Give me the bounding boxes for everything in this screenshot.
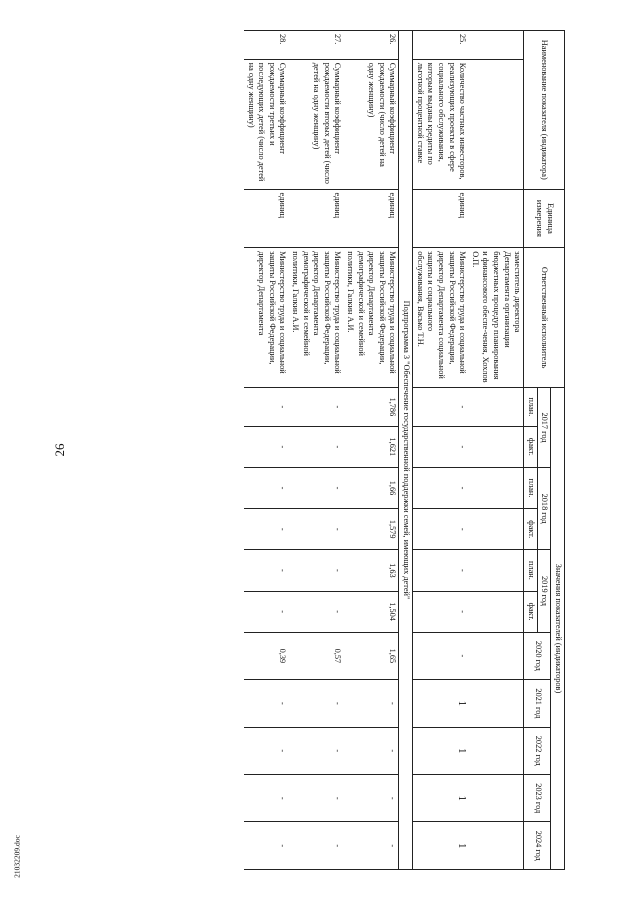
value-2022: - bbox=[343, 727, 399, 774]
header-2021: 2021 год bbox=[524, 680, 551, 727]
row-number: 27. bbox=[288, 31, 343, 60]
value-2017-plan: 1,786 bbox=[343, 388, 399, 427]
value-2018-fact: - bbox=[244, 509, 288, 550]
header-2019: 2019 год bbox=[537, 550, 551, 632]
value-2018-plan: - bbox=[288, 467, 343, 508]
value-2018-plan: - bbox=[413, 467, 469, 508]
value-2018-fact: - bbox=[413, 509, 469, 550]
row-name: Суммарный коэффициент рождаемости вторых детей (число детей на одну женщину) bbox=[288, 59, 343, 189]
header-fact-2017: факт. bbox=[524, 426, 538, 467]
value-2021: - bbox=[343, 680, 399, 727]
value-2019-plan: 1,63 bbox=[343, 550, 399, 591]
header-name: Наименование показателя (индикатора) bbox=[524, 31, 565, 190]
value-2019-fact: - bbox=[413, 591, 469, 632]
value-2017-fact: 1,621 bbox=[343, 426, 399, 467]
header-2020: 2020 год bbox=[524, 632, 551, 679]
row-unit: единиц bbox=[288, 189, 343, 248]
value-2018-plan: 1,66 bbox=[343, 467, 399, 508]
header-plan-2017: план. bbox=[524, 388, 538, 427]
value-2017-fact: - bbox=[244, 426, 288, 467]
row-responsible: Министерство труда и социальной защиты Российской Федерации, директор Департамента демографической и семейной политики, Галкин А.И. bbox=[288, 248, 343, 388]
value-2022: - bbox=[288, 727, 343, 774]
value-2023: - bbox=[288, 775, 343, 822]
value-2019-plan: - bbox=[413, 550, 469, 591]
value-2021: 1 bbox=[413, 680, 469, 727]
value-2017-plan: - bbox=[244, 388, 288, 427]
header-2024: 2024 год bbox=[524, 822, 551, 870]
value-2018-plan: - bbox=[244, 467, 288, 508]
value-2017-fact: - bbox=[288, 426, 343, 467]
row-responsible: Министерство труда и социальной защиты Российской Федерации, директор Департамента социальной защиты и социального обслуживания, Васько Т.Н. bbox=[413, 248, 469, 388]
value-2022: - bbox=[244, 727, 288, 774]
value-2021: - bbox=[288, 680, 343, 727]
value-2023: - bbox=[343, 775, 399, 822]
header-2022: 2022 год bbox=[524, 727, 551, 774]
value-2019-plan: - bbox=[244, 550, 288, 591]
page-number: 26 bbox=[52, 443, 67, 457]
header-plan-2019: план. bbox=[524, 550, 538, 591]
header-values: Значения показателей (индикаторов) bbox=[551, 388, 565, 870]
value-2020: 0,39 bbox=[244, 632, 288, 679]
row-responsible: Министерство труда и социальной защиты Российской Федерации, директор Департамента bbox=[244, 248, 288, 388]
value-2021: - bbox=[244, 680, 288, 727]
value-2019-fact: - bbox=[288, 591, 343, 632]
table-row-continuation bbox=[468, 31, 524, 870]
header-2018: 2018 год bbox=[537, 467, 551, 549]
subprogram-row bbox=[399, 31, 413, 870]
value-2018-fact: - bbox=[288, 509, 343, 550]
value-2018-fact: 1,579 bbox=[343, 509, 399, 550]
table-row bbox=[413, 31, 469, 870]
footer-code: 21032209.doc bbox=[12, 835, 22, 878]
value-2024: - bbox=[288, 822, 343, 870]
row-name: Суммарный коэффициент рождаемости (число детей на одну женщину) bbox=[343, 59, 399, 189]
value-2024: - bbox=[343, 822, 399, 870]
value-2019-plan: - bbox=[288, 550, 343, 591]
header-fact-2018: факт. bbox=[524, 509, 538, 550]
value-2017-plan: - bbox=[288, 388, 343, 427]
table-row bbox=[244, 31, 288, 870]
row-name: Количество частных инвесторов, реализующих проекты в сфере социального обслуживания, которым выданы кредиты по льготной процентной ставке bbox=[413, 59, 469, 189]
header-responsible: Ответственный исполнитель bbox=[524, 248, 565, 388]
row-number: 26. bbox=[343, 31, 399, 60]
header-fact-2019: факт. bbox=[524, 591, 538, 632]
value-2024: - bbox=[244, 822, 288, 870]
table-row bbox=[288, 31, 343, 870]
value-2024: 1 bbox=[413, 822, 469, 870]
value-2019-fact: - bbox=[244, 591, 288, 632]
table-row bbox=[343, 31, 399, 870]
value-2020: 0,57 bbox=[288, 632, 343, 679]
header-unit: Единица измерения bbox=[524, 189, 565, 248]
subprogram-title: Подпрограмма 3 "Обеспечение государственной поддержки семей, имеющих детей" bbox=[399, 31, 413, 870]
value-2019-fact: 1,504 bbox=[343, 591, 399, 632]
header-2017: 2017 год bbox=[537, 388, 551, 468]
row-unit: единиц bbox=[244, 189, 288, 248]
row-number: 28. bbox=[244, 31, 288, 60]
value-2020: 1,65 bbox=[343, 632, 399, 679]
value-2017-plan: - bbox=[413, 388, 469, 427]
row-name: Суммарный коэффициент рождаемости третьих и последующих детей (число детей на одну женщину) bbox=[244, 59, 288, 189]
row-number: 25. bbox=[413, 31, 469, 60]
value-2020: - bbox=[413, 632, 469, 679]
row-responsible: Министерство труда и социальной защиты Российской Федерации, директор Департамента демографической и семейной политики, Галкин А.И. bbox=[343, 248, 399, 388]
indicators-table bbox=[244, 30, 565, 870]
rotated-table-page bbox=[60, 30, 565, 870]
value-2022: 1 bbox=[413, 727, 469, 774]
header-plan-2018: план. bbox=[524, 467, 538, 508]
value-2017-fact: - bbox=[413, 426, 469, 467]
row-unit: единиц bbox=[343, 189, 399, 248]
value-2023: - bbox=[244, 775, 288, 822]
header-2023: 2023 год bbox=[524, 775, 551, 822]
continuation-responsible: заместитель директора Департамента организации бюджетных процедур планирования и финансового обеспе-чения, Хохлов О.П. bbox=[468, 248, 524, 388]
row-unit: единиц bbox=[413, 189, 469, 248]
value-2023: 1 bbox=[413, 775, 469, 822]
